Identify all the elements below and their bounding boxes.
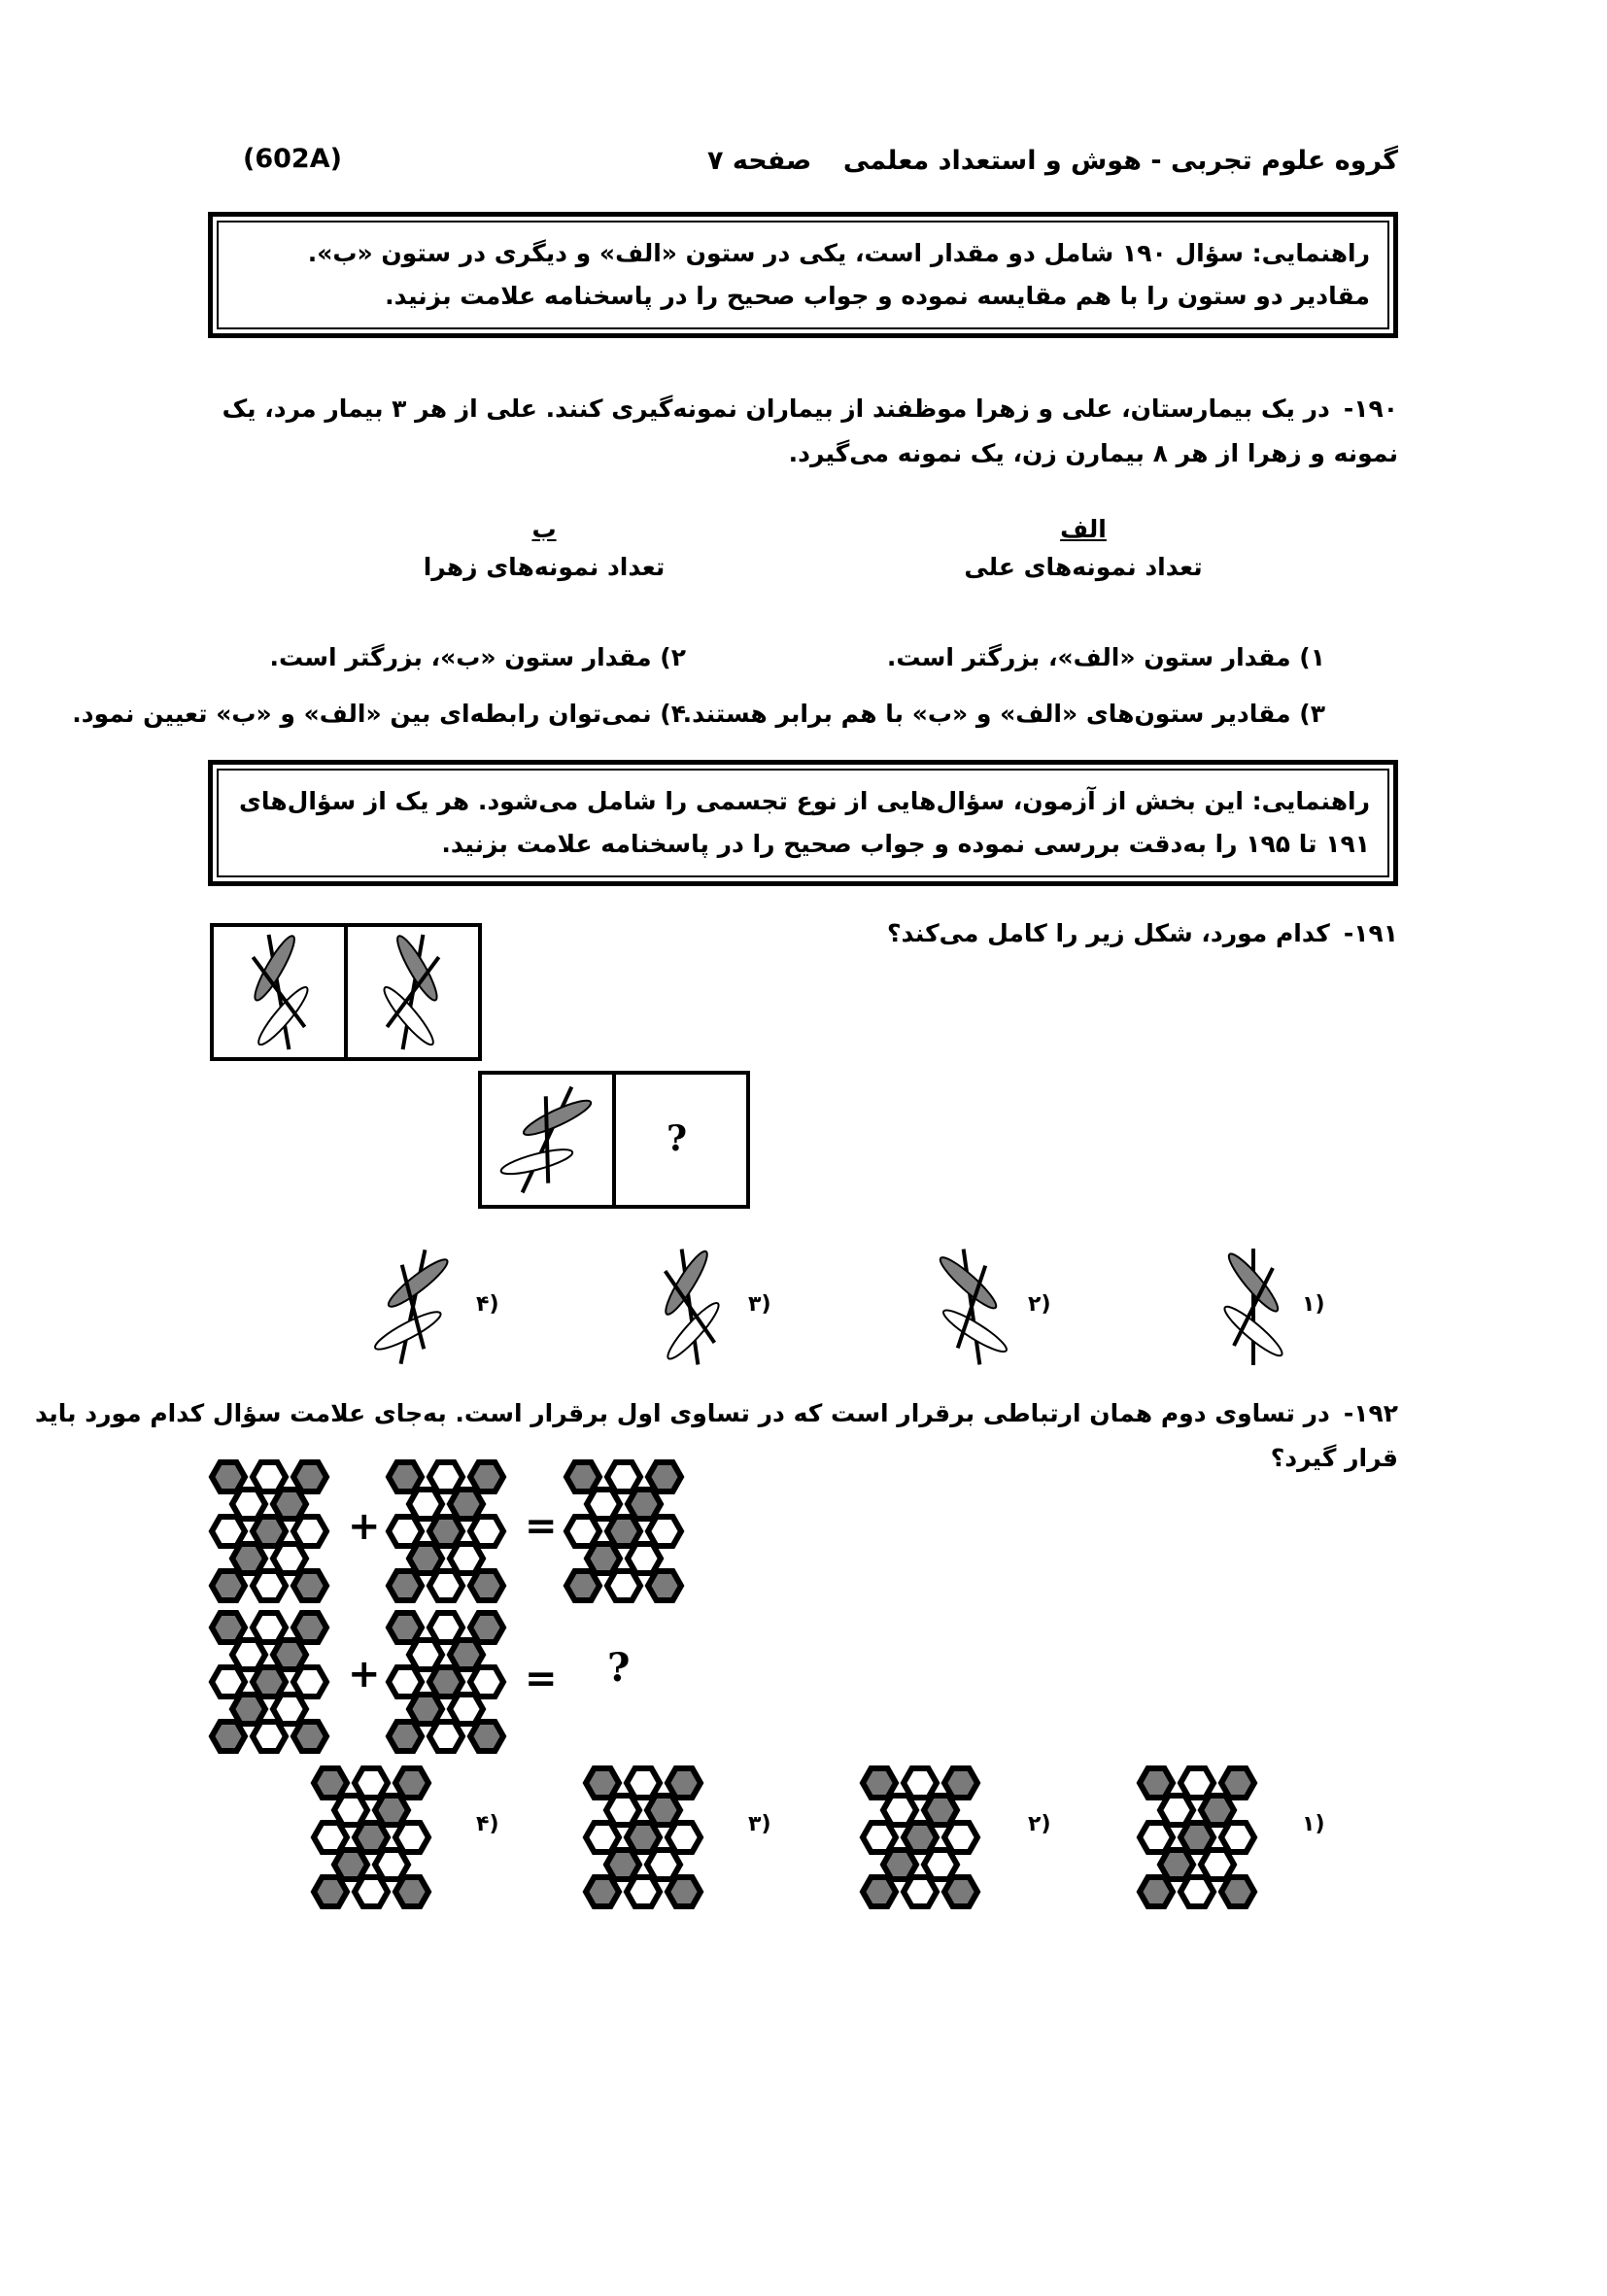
q191-option-figure-1[interactable] bbox=[1205, 1244, 1302, 1370]
q190-option-2[interactable]: ۲) مقدار ستون «ب»، بزرگتر است. bbox=[269, 643, 686, 671]
question-text: در تساوی دوم همان ارتباطی برقرار است که در تساوی اول برقرار است. به‌جای علامت سؤال کدام مورد باید قرار گیرد؟ bbox=[34, 1399, 1398, 1472]
pattern-cell-1 bbox=[210, 923, 348, 1061]
q192-option-label-1[interactable]: (۱ bbox=[1302, 1812, 1325, 1836]
q191-option-figure-4[interactable] bbox=[364, 1244, 462, 1370]
question-text: کدام مورد، شکل زیر را کامل می‌کند؟ bbox=[886, 919, 1330, 947]
column-b-letter: ب bbox=[531, 515, 557, 543]
instruction-text-2: راهنمایی: این بخش از آزمون، سؤال‌هایی از نوع تجسمی را شامل می‌شود. هر یک از سؤال‌های ۱۹۱ تا ۱۹۵ را به‌دقت بررسی نموده و جواب صحیح را در پاسخنامه علامت بزنید. bbox=[217, 769, 1389, 877]
instruction-box-2 bbox=[208, 760, 1398, 886]
equation-1-operand-b bbox=[386, 1457, 512, 1613]
page-number: صفحه ۷ bbox=[707, 146, 812, 176]
exam-code: (602A) bbox=[243, 144, 342, 174]
q190-option-4[interactable]: ۴) نمی‌توان رابطه‌ای بین «الف» و «ب» تعیین نمود. bbox=[72, 700, 686, 728]
column-b-header bbox=[398, 515, 690, 581]
equation-2-operand-b bbox=[386, 1608, 512, 1764]
q192-option-figure-1[interactable] bbox=[1137, 1764, 1263, 1919]
q191-option-label-1[interactable]: (۱ bbox=[1302, 1292, 1325, 1317]
q191-option-label-4[interactable]: (۴ bbox=[476, 1292, 499, 1317]
equation-2-operand-a bbox=[209, 1608, 335, 1764]
q191-option-label-3[interactable]: (۳ bbox=[748, 1292, 771, 1317]
equals-sign: = bbox=[525, 1657, 558, 1701]
pattern-cell-question bbox=[612, 1071, 750, 1209]
q192-option-label-2[interactable]: (۲ bbox=[1028, 1812, 1051, 1836]
pattern-figure-3 bbox=[482, 1075, 612, 1205]
instruction-box-1 bbox=[208, 212, 1398, 338]
q192-option-label-4[interactable]: (۴ bbox=[476, 1812, 499, 1836]
q192-option-figure-2[interactable] bbox=[860, 1764, 986, 1919]
question-number: ۱۹۱- bbox=[1343, 919, 1398, 947]
question-number: ۱۹۲- bbox=[1343, 1399, 1398, 1427]
q190-option-3[interactable]: ۳) مقادیر ستون‌های «الف» و «ب» با هم برابر هستند. bbox=[682, 700, 1325, 728]
column-a-letter: الف bbox=[1060, 515, 1107, 543]
question-191 bbox=[887, 911, 1398, 956]
column-b-text: تعداد نمونه‌های زهرا bbox=[423, 553, 666, 581]
equals-sign: = bbox=[525, 1504, 558, 1549]
question-mark: ? bbox=[667, 1118, 688, 1159]
q191-option-figure-3[interactable] bbox=[641, 1244, 738, 1370]
plus-sign: + bbox=[348, 1504, 381, 1549]
q192-option-label-3[interactable]: (۳ bbox=[748, 1812, 771, 1836]
question-number: ۱۹۰- bbox=[1343, 394, 1398, 423]
plus-sign: + bbox=[348, 1652, 381, 1696]
header-title: گروه علوم تجربی - هوش و استعداد معلمی bbox=[842, 146, 1398, 176]
pattern-figure-2 bbox=[348, 927, 478, 1057]
pattern-cell-3 bbox=[478, 1071, 616, 1209]
q191-option-label-2[interactable]: (۲ bbox=[1028, 1292, 1051, 1317]
q191-option-figure-2[interactable] bbox=[923, 1244, 1020, 1370]
question-190 bbox=[208, 387, 1398, 476]
q192-option-figure-4[interactable] bbox=[311, 1764, 437, 1919]
column-a-text: تعداد نمونه‌های علی bbox=[964, 553, 1203, 581]
pattern-cell-2 bbox=[344, 923, 482, 1061]
pattern-figure-1 bbox=[214, 927, 344, 1057]
equation-1-operand-a bbox=[209, 1457, 335, 1613]
question-mark: ? bbox=[607, 1645, 631, 1691]
question-text: در یک بیمارستان، علی و زهرا موظفند از بیماران نمونه‌گیری کنند. علی از هر ۳ بیمار مرد، یک نمونه و زهرا از هر ۸ بیمارن زن، یک نمونه می‌گیرد. bbox=[222, 394, 1398, 467]
q190-option-1[interactable]: ۱) مقدار ستون «الف»، بزرگتر است. bbox=[886, 643, 1325, 671]
equation-1-result bbox=[564, 1457, 690, 1613]
q192-option-figure-3[interactable] bbox=[583, 1764, 709, 1919]
instruction-text-1: راهنمایی: سؤال ۱۹۰ شامل دو مقدار است، یکی در ستون «الف» و دیگری در ستون «ب». مقادیر دو ستون را با هم مقایسه نموده و جواب صحیح را در پاسخنامه علامت بزنید. bbox=[217, 221, 1389, 329]
column-a-header bbox=[938, 515, 1229, 581]
